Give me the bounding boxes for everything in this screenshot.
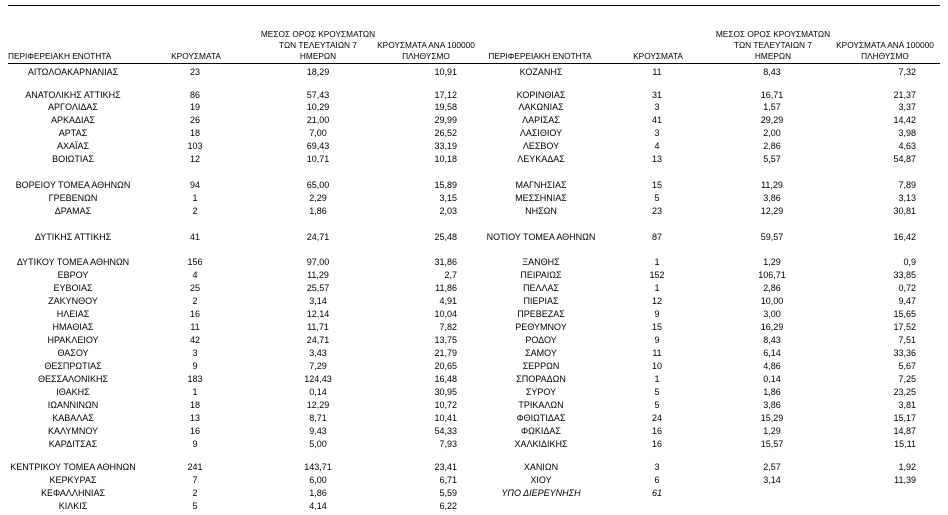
per100k-value: 7,25 — [898, 374, 916, 384]
table-row — [0, 461, 948, 473]
avg7-value: 3,86 — [763, 193, 781, 203]
cases-value: 31 — [651, 90, 663, 100]
cases-value: 86 — [189, 90, 201, 100]
region-name: ΡΕΘΥΜΝΟΥ — [515, 322, 567, 332]
region-name: ΣΠΟΡΑΔΩΝ — [516, 374, 566, 384]
cases-value: 16 — [189, 309, 201, 319]
per100k-value: 14,87 — [893, 426, 916, 436]
region-name: ΣΕΡΡΩΝ — [522, 361, 560, 371]
per100k-value: 3,13 — [898, 193, 916, 203]
cases-value: 1 — [654, 257, 660, 267]
cases-value: 24 — [651, 413, 663, 423]
region-name: ΡΟΔΟΥ — [525, 335, 557, 345]
cases-value: 87 — [651, 232, 663, 242]
region-name: ΚΕΝΤΡΙΚΟΥ ΤΟΜΕΑ ΑΘΗΝΩΝ — [10, 462, 136, 472]
avg7-value: 3,00 — [763, 309, 781, 319]
per100k-value: 25,48 — [434, 232, 457, 242]
region-name: ΤΡΙΚΑΛΩΝ — [518, 400, 564, 410]
table-row — [0, 282, 948, 294]
region-name: ΙΩΑΝΝΙΝΩΝ — [47, 400, 99, 410]
region-name: ΣΥΡΟΥ — [525, 387, 557, 397]
per100k-value: 7,93 — [439, 439, 457, 449]
per100k-value: 4,63 — [898, 141, 916, 151]
cases-value: 16 — [189, 426, 201, 436]
avg7-value: 106,71 — [758, 270, 786, 280]
region-name: ΚΑΡΔΙΤΣΑΣ — [48, 439, 98, 449]
avg7-value: 1,86 — [309, 488, 327, 498]
avg7-value: 1,86 — [763, 387, 781, 397]
per100k-value: 3,15 — [439, 193, 457, 203]
per100k-value: 30,95 — [434, 387, 457, 397]
avg7-value: 21,00 — [306, 115, 330, 125]
region-name: ΗΜΑΘΙΑΣ — [52, 322, 94, 332]
table-row — [0, 89, 948, 101]
region-name: ΘΕΣΣΑΛΟΝΙΚΗΣ — [37, 374, 109, 384]
per100k-value: 26,52 — [434, 128, 457, 138]
per100k-value: 7,89 — [898, 180, 916, 190]
avg7-value: 8,71 — [309, 413, 327, 423]
per100k-value: 33,85 — [893, 270, 916, 280]
avg7-value: 29,29 — [760, 115, 784, 125]
per100k-value: 20,65 — [434, 361, 457, 371]
cases-value: 11 — [652, 348, 662, 358]
avg7-value: 8,43 — [763, 67, 781, 77]
region-name: ΑΝΑΤΟΛΙΚΗΣ ΑΤΤΙΚΗΣ — [25, 90, 121, 100]
avg7-value: 15,57 — [760, 439, 784, 449]
table-row — [0, 334, 948, 346]
table-row — [0, 127, 948, 139]
table-row — [0, 256, 948, 268]
per100k-value: 7,51 — [898, 335, 916, 345]
avg7-value: 12,29 — [760, 206, 784, 216]
header-avg7-line3: ΗΜΕΡΩΝ — [299, 51, 337, 61]
cases-value: 9 — [192, 439, 198, 449]
region-name: ΕΒΡΟΥ — [57, 270, 89, 280]
region-name: ΛΕΥΚΑΔΑΣ — [517, 154, 565, 164]
table-row — [0, 386, 948, 398]
header-cases-right: ΚΡΟΥΣΜΑΤΑ — [633, 51, 683, 61]
avg7-value: 10,71 — [306, 154, 330, 164]
per100k-value: 6,71 — [439, 475, 457, 485]
table-row — [0, 487, 948, 499]
per100k-value: 21,79 — [434, 348, 457, 358]
table-row — [0, 360, 948, 372]
region-name: ΜΕΣΣΗΝΙΑΣ — [515, 193, 567, 203]
per100k-value: 7,32 — [898, 67, 916, 77]
per100k-value: 10,72 — [434, 400, 457, 410]
per100k-value: 0,72 — [898, 283, 916, 293]
cases-value: 23 — [189, 67, 201, 77]
per100k-value: 23,41 — [434, 462, 457, 472]
cases-value: 23 — [651, 206, 663, 216]
cases-value: 4 — [654, 141, 660, 151]
per100k-value: 19,58 — [434, 102, 457, 112]
cases-value: 183 — [187, 374, 203, 384]
region-name: ΗΡΑΚΛΕΙΟΥ — [47, 335, 99, 345]
region-name: ΑΡΤΑΣ — [58, 128, 88, 138]
header-per100k-line1: ΚΡΟΥΣΜΑΤΑ ΑΝΑ 100000 — [836, 40, 934, 50]
per100k-value: 30,81 — [893, 206, 916, 216]
region-name: ΦΩΚΙΔΑΣ — [521, 426, 561, 436]
region-name: ΠΕΛΛΑΣ — [522, 283, 560, 293]
cases-value: 15 — [651, 322, 663, 332]
region-name: ΜΑΓΝΗΣΙΑΣ — [515, 180, 567, 190]
region-name: ΓΡΕΒΕΝΩΝ — [48, 193, 98, 203]
avg7-value: 5,00 — [309, 439, 327, 449]
avg7-value: 5,57 — [763, 154, 781, 164]
header-avg7-line2: ΤΩΝ ΤΕΛΕΥΤΑΙΩΝ 7 — [279, 40, 357, 50]
table-row — [0, 308, 948, 320]
table-row — [0, 192, 948, 204]
table-row — [0, 179, 948, 191]
avg7-value: 10,29 — [306, 102, 330, 112]
per100k-value: 1,92 — [898, 462, 916, 472]
region-name: ΙΘΑΚΗΣ — [56, 387, 90, 397]
cases-value: 1 — [654, 374, 660, 384]
avg7-value: 2,86 — [763, 283, 781, 293]
cases-value: 9 — [654, 335, 660, 345]
avg7-value: 57,43 — [306, 90, 330, 100]
avg7-value: 11,71 — [307, 322, 329, 332]
cases-value: 10 — [651, 361, 663, 371]
cases-value: 41 — [189, 232, 201, 242]
cases-value: 1 — [192, 387, 198, 397]
cases-value: 12 — [189, 154, 201, 164]
cases-value: 7 — [192, 475, 198, 485]
cases-value: 2 — [192, 488, 198, 498]
avg7-value: 16,71 — [760, 90, 784, 100]
table-row — [0, 153, 948, 165]
region-name: ΔΥΤΙΚΟΥ ΤΟΜΕΑ ΑΘΗΝΩΝ — [16, 257, 130, 267]
region-name: ΗΛΕΙΑΣ — [56, 309, 90, 319]
cases-value: 12 — [651, 296, 663, 306]
cases-value: 3 — [654, 462, 660, 472]
avg7-value: 0,14 — [763, 374, 781, 384]
avg7-value: 69,43 — [306, 141, 330, 151]
region-name: ΝΟΤΙΟΥ ΤΟΜΕΑ ΑΘΗΝΩΝ — [486, 232, 596, 242]
region-name: ΘΕΣΠΡΩΤΙΑΣ — [44, 361, 102, 371]
table-row — [0, 101, 948, 113]
table-row — [0, 231, 948, 243]
avg7-value: 143,71 — [304, 462, 332, 472]
region-name: ΒΟΡΕΙΟΥ ΤΟΜΕΑ ΑΘΗΝΩΝ — [15, 180, 131, 190]
per100k-value: 5,67 — [898, 361, 916, 371]
table-row — [0, 438, 948, 450]
per100k-value: 2,03 — [439, 206, 457, 216]
cases-value: 11 — [652, 67, 662, 77]
cases-value: 13 — [651, 154, 663, 164]
per100k-value: 33,19 — [434, 141, 457, 151]
header-avg7-line3: ΗΜΕΡΩΝ — [754, 51, 792, 61]
region-name: ΚΟΖΑΝΗΣ — [519, 67, 563, 77]
cases-value: 156 — [187, 257, 203, 267]
cases-value: 3 — [654, 128, 660, 138]
region-name: ΖΑΚΥΝΘΟΥ — [48, 296, 98, 306]
cases-value: 26 — [189, 115, 201, 125]
per100k-value: 4,91 — [439, 296, 457, 306]
avg7-value: 11,29 — [307, 270, 329, 280]
per100k-value: 23,25 — [893, 387, 916, 397]
per100k-value: 15,65 — [893, 309, 916, 319]
region-name: ΧΑΝΙΩΝ — [523, 462, 559, 472]
per100k-value: 16,48 — [434, 374, 457, 384]
avg7-value: 12,29 — [306, 400, 330, 410]
avg7-value: 3,43 — [309, 348, 327, 358]
cases-value: 19 — [189, 102, 201, 112]
per100k-value: 10,41 — [434, 413, 457, 423]
per100k-value: 6,22 — [439, 501, 457, 511]
table-row — [0, 66, 948, 78]
region-name: ΘΑΣΟΥ — [57, 348, 89, 358]
cases-value: 11 — [190, 322, 200, 332]
per100k-value: 17,52 — [893, 322, 916, 332]
cases-value: 3 — [654, 102, 660, 112]
cases-value: 61 — [651, 488, 663, 498]
cases-value: 25 — [189, 283, 201, 293]
avg7-value: 9,43 — [309, 426, 327, 436]
per100k-value: 54,33 — [434, 426, 457, 436]
table-row — [0, 347, 948, 359]
region-name: ΠΙΕΡΙΑΣ — [523, 296, 559, 306]
avg7-value: 15,29 — [760, 413, 784, 423]
table-row — [0, 474, 948, 486]
avg7-value: 6,14 — [763, 348, 781, 358]
cases-value: 15 — [651, 180, 663, 190]
region-name: ΑΧΑΪΑΣ — [56, 141, 90, 151]
avg7-value: 16,29 — [760, 322, 784, 332]
table-row — [0, 205, 948, 217]
cases-value: 5 — [654, 387, 660, 397]
avg7-value: 4,86 — [763, 361, 781, 371]
region-name: ΛΕΣΒΟΥ — [522, 141, 560, 151]
region-name: ΔΡΑΜΑΣ — [54, 206, 92, 216]
cases-value: 5 — [654, 400, 660, 410]
header-per100k-left — [377, 40, 475, 62]
per100k-value: 10,18 — [434, 154, 457, 164]
cases-value: 1 — [654, 283, 660, 293]
cases-value: 16 — [651, 439, 663, 449]
header-rule — [8, 63, 940, 64]
region-name: ΑΡΓΟΛΙΔΑΣ — [48, 102, 98, 112]
per100k-value: 15,17 — [893, 413, 916, 423]
table-row — [0, 114, 948, 126]
per100k-value: 21,37 — [893, 90, 916, 100]
avg7-value: 2,86 — [763, 141, 781, 151]
cases-value: 1 — [192, 193, 198, 203]
per100k-value: 15,11 — [894, 439, 916, 449]
per100k-value: 29,99 — [434, 115, 457, 125]
per100k-value: 0,9 — [903, 257, 916, 267]
cases-value: 3 — [192, 348, 198, 358]
cases-value: 103 — [187, 141, 203, 151]
region-name: ΑΙΤΩΛΟΑΚΑΡΝΑΝΙΑΣ — [27, 67, 119, 77]
table-row — [0, 269, 948, 281]
region-name: ΚΟΡΙΝΘΙΑΣ — [516, 90, 566, 100]
header-avg7-line1: ΜΕΣΟΣ ΟΡΟΣ ΚΡΟΥΣΜΑΤΩΝ — [715, 29, 831, 39]
region-name: ΚΕΦΑΛΛΗΝΙΑΣ — [40, 488, 106, 498]
avg7-value: 124,43 — [304, 374, 332, 384]
avg7-value: 2,29 — [309, 193, 327, 203]
avg7-value: 24,71 — [306, 335, 330, 345]
per100k-value: 11,39 — [894, 475, 916, 485]
avg7-value: 6,00 — [309, 475, 327, 485]
avg7-value: 7,00 — [309, 128, 327, 138]
region-name: ΠΡΕΒΕΖΑΣ — [517, 309, 565, 319]
cases-value: 5 — [192, 501, 198, 511]
per100k-value: 2,7 — [444, 270, 457, 280]
per100k-value: 10,04 — [434, 309, 457, 319]
top-rule — [8, 5, 940, 6]
cases-value: 241 — [187, 462, 203, 472]
avg7-value: 1,29 — [763, 257, 781, 267]
avg7-value: 3,14 — [309, 296, 327, 306]
cases-value: 2 — [192, 206, 198, 216]
per100k-value: 15,89 — [434, 180, 457, 190]
avg7-value: 25,57 — [306, 283, 330, 293]
cases-value: 9 — [192, 361, 198, 371]
cases-value: 6 — [654, 475, 660, 485]
per100k-value: 31,86 — [434, 257, 457, 267]
header-avg7-line2: ΤΩΝ ΤΕΛΕΥΤΑΙΩΝ 7 — [734, 40, 812, 50]
avg7-value: 4,14 — [309, 501, 327, 511]
header-cases-left: ΚΡΟΥΣΜΑΤΑ — [171, 51, 221, 61]
header-per100k-line2: ΠΛΗΘΥΣΜΟ — [861, 51, 909, 61]
cases-value: 41 — [651, 115, 663, 125]
per100k-value: 3,98 — [898, 128, 916, 138]
avg7-value: 97,00 — [306, 257, 330, 267]
region-name: ΥΠΟ ΔΙΕΡΕΥΝΗΣΗ — [501, 488, 581, 498]
avg7-value: 12,14 — [306, 309, 330, 319]
table-row — [0, 321, 948, 333]
table-row — [0, 295, 948, 307]
avg7-value: 11,29 — [761, 180, 783, 190]
avg7-value: 59,57 — [760, 232, 784, 242]
cases-value: 16 — [651, 426, 663, 436]
cases-value: 9 — [654, 309, 660, 319]
header-per100k-line2: ΠΛΗΘΥΣΜΟ — [402, 51, 450, 61]
region-name: ΝΗΣΩΝ — [525, 206, 557, 216]
avg7-value: 1,57 — [763, 102, 781, 112]
avg7-value: 3,86 — [763, 400, 781, 410]
per100k-value: 11,86 — [435, 283, 457, 293]
region-name: ΛΑΚΩΝΙΑΣ — [518, 102, 564, 112]
per100k-value: 5,59 — [439, 488, 457, 498]
region-name: ΞΑΝΘΗΣ — [522, 257, 560, 267]
region-name: ΚΙΛΚΙΣ — [58, 501, 88, 511]
region-name: ΧΑΛΚΙΔΙΚΗΣ — [514, 439, 568, 449]
avg7-value: 2,57 — [763, 462, 781, 472]
region-name: ΣΑΜΟΥ — [525, 348, 557, 358]
avg7-value: 1,29 — [763, 426, 781, 436]
per100k-value: 3,81 — [898, 400, 916, 410]
per100k-value: 14,42 — [893, 115, 916, 125]
per100k-value: 13,75 — [434, 335, 457, 345]
per100k-value: 3,37 — [898, 102, 916, 112]
cases-value: 4 — [192, 270, 198, 280]
per100k-value: 17,12 — [434, 90, 457, 100]
avg7-value: 7,29 — [309, 361, 327, 371]
avg7-value: 2,00 — [763, 128, 781, 138]
region-name: ΛΑΡΙΣΑΣ — [522, 115, 560, 125]
per100k-value: 10,91 — [434, 67, 457, 77]
region-name: ΒΟΙΩΤΙΑΣ — [52, 154, 94, 164]
cases-value: 42 — [189, 335, 201, 345]
region-name: ΚΑΒΑΛΑΣ — [52, 413, 94, 423]
region-name: ΧΙΟΥ — [530, 475, 552, 485]
per100k-value: 9,47 — [898, 296, 916, 306]
avg7-value: 24,71 — [306, 232, 330, 242]
avg7-value: 8,43 — [763, 335, 781, 345]
cases-value: 94 — [189, 180, 201, 190]
cases-value: 18 — [189, 400, 201, 410]
cases-value: 152 — [649, 270, 665, 280]
avg7-value: 10,00 — [760, 296, 784, 306]
header-per100k-line1: ΚΡΟΥΣΜΑΤΑ ΑΝΑ 100000 — [377, 40, 475, 50]
region-name: ΛΑΣΙΘΙΟΥ — [519, 128, 563, 138]
per100k-value: 54,87 — [893, 154, 916, 164]
region-name: ΚΑΛΥΜΝΟΥ — [47, 426, 99, 436]
cases-value: 5 — [654, 193, 660, 203]
header-avg7-left — [261, 29, 375, 62]
region-name: ΔΥΤΙΚΗΣ ΑΤΤΙΚΗΣ — [34, 232, 112, 242]
table-row — [0, 399, 948, 411]
region-name: ΚΕΡΚΥΡΑΣ — [49, 475, 97, 485]
avg7-value: 0,14 — [309, 387, 327, 397]
table-row — [0, 140, 948, 152]
per100k-value: 7,82 — [439, 322, 457, 332]
header-per100k-right — [836, 40, 934, 62]
cases-value: 18 — [189, 128, 201, 138]
region-name: ΕΥΒΟΙΑΣ — [53, 283, 93, 293]
header-avg7-line1: ΜΕΣΟΣ ΟΡΟΣ ΚΡΟΥΣΜΑΤΩΝ — [260, 29, 376, 39]
cases-value: 13 — [189, 413, 201, 423]
avg7-value: 65,00 — [306, 180, 330, 190]
avg7-value: 3,14 — [763, 475, 781, 485]
avg7-value: 1,86 — [309, 206, 327, 216]
header-region-left: ΠΕΡΙΦΕΡΕΙΑΚΗ ΕΝΟΤΗΤΑ — [8, 51, 112, 61]
per100k-value: 33,36 — [893, 348, 916, 358]
per100k-value: 16,42 — [893, 232, 916, 242]
cases-value: 2 — [192, 296, 198, 306]
table-row — [0, 373, 948, 385]
header-avg7-right — [716, 29, 830, 62]
header-region-right: ΠΕΡΙΦΕΡΕΙΑΚΗ ΕΝΟΤΗΤΑ — [488, 51, 592, 61]
table-row — [0, 425, 948, 437]
table-row — [0, 500, 948, 512]
region-name: ΠΕΙΡΑΙΩΣ — [520, 270, 562, 280]
avg7-value: 18,29 — [306, 67, 330, 77]
table-row — [0, 412, 948, 424]
region-name: ΦΘΙΩΤΙΔΑΣ — [516, 413, 566, 423]
region-name: ΑΡΚΑΔΙΑΣ — [50, 115, 96, 125]
